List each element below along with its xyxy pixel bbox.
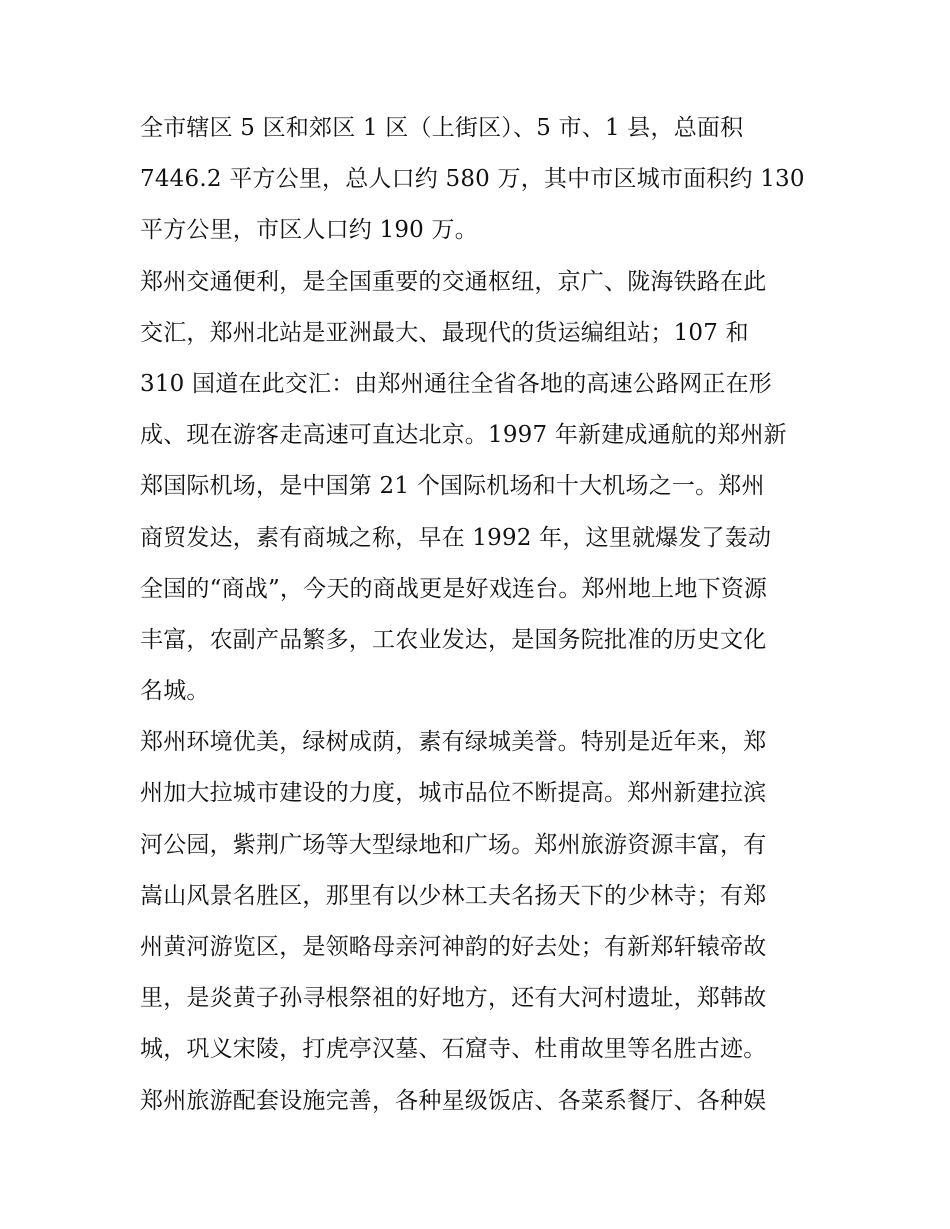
text-line: 7446.2 平方公里，总人口约 580 万，其中市区城市面积约 130 [140, 166, 805, 193]
text-line: 郑国际机场，是中国第 21 个国际机场和十大机场之一。郑州 [140, 473, 765, 500]
text-line: 郑州环境优美，绿树成荫，素有绿城美誉。特别是近年来，郑 [140, 729, 767, 756]
text-line: 郑州旅游配套设施完善，各种星级饭店、各菜系餐厅、各种娱 [140, 1087, 767, 1114]
text-line: 平方公里，市区人口约 190 万。 [140, 217, 478, 244]
text-line: 州黄河游览区，是领略母亲河神韵的好去处；有新郑轩辕帝故 [140, 934, 767, 960]
text-line: 全国的“商战”，今天的商战更是好戏连台。郑州地上地下资源 [140, 575, 768, 602]
paragraph-facilities [140, 1076, 820, 1127]
text-line: 里，是炎黄子孙寻根祭祖的好地方，还有大河村遗址，郑韩故 [140, 985, 767, 1012]
text-line: 丰富，农副产品繁多，工农业发达，是国务院批准的历史文化 [140, 626, 767, 653]
text-line: 郑州交通便利，是全国重要的交通枢纽，京广、陇海铁路在此 [140, 268, 767, 295]
document-body [140, 103, 820, 1127]
text-line: 全市辖区 5 区和郊区 1 区（上街区）、5 市、1 县，总面积 [140, 115, 744, 141]
paragraph-city-overview [140, 103, 820, 257]
text-line: 交汇，郑州北站是亚洲最大、最现代的货运编组站；107 和 [140, 319, 749, 346]
text-line: 城，巩义宋陵，打虎亭汉墓、石窟寺、杜甫故里等名胜古迹。 [140, 1036, 767, 1063]
text-line: 州加大拉城市建设的力度，城市品位不断提高。郑州新建拉滨 [140, 780, 767, 807]
paragraph-transportation [140, 257, 820, 718]
text-line: 河公园，紫荆广场等大型绿地和广场。郑州旅游资源丰富，有 [140, 831, 767, 858]
paragraph-environment-tourism [140, 717, 820, 1075]
text-line: 商贸发达，素有商城之称，早在 1992 年，这里就爆发了轰动 [140, 524, 772, 551]
text-line: 名城。 [140, 678, 210, 705]
text-line: 嵩山风景名胜区，那里有以少林工夫名扬天下的少林寺；有郑 [140, 882, 767, 909]
text-line: 310 国道在此交汇：由郑州通往全省各地的高速公路网正在形 [140, 370, 773, 397]
text-line: 成、现在游客走高速可直达北京。1997 年新建成通航的郑州新 [140, 422, 787, 449]
